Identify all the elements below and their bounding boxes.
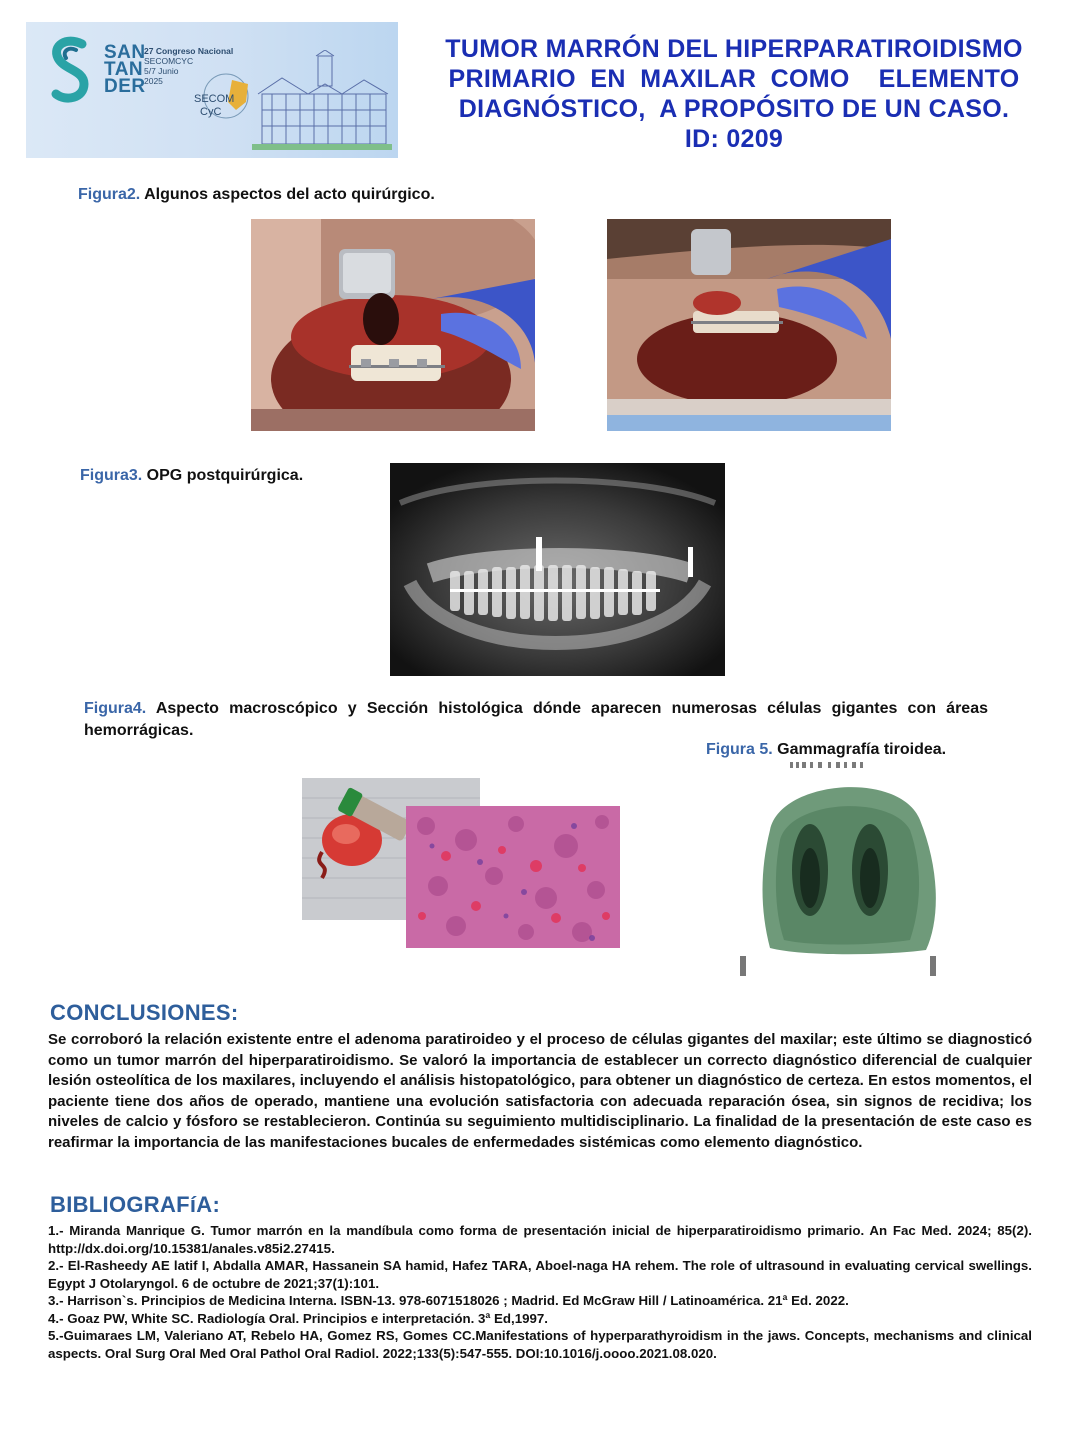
surgery-photo-1: [251, 219, 535, 431]
palace-illustration: [252, 50, 392, 150]
figure4-text: Aspecto macroscópico y Sección histológica dónde aparecen numerosas células gigantes con áreas hemorrágicas.: [84, 700, 988, 739]
title-line: DIAGNÓSTICO, A PROPÓSITO DE UN CASO.: [458, 95, 1010, 123]
figure3-text: OPG postquirúrgica.: [142, 467, 304, 484]
bibliography-item: 2.- El-Rasheedy AE latif I, Abdalla AMAR, Hassanein SA hamid, Hafez TARA, Aboel-naga HA rehem. The role of ultrasound in evaluating cervical swellings. Egypt J Otolaryngol. 6 de octubre de 2021;37(1):101.: [48, 1258, 1032, 1291]
conclusions-text: Se corroboró la relación existente entre el adenoma paratiroideo y el proceso de células gigantes del maxilar; este último se diagnosticó como un tumor marrón del hiperparatiroidismo. Se valoró la importancia de establecer un correcto diagnóstico diferencial de cualquier lesión osteolítica de los maxilares, incluyendo el análisis histopatológico, para obtener un diagnóstico de certeza. En estos momentos, el paciente tiene dos años de operado, mantiene una evolución satisfactoria con adecuada reparación ósea, sin signos de recidiva; los niveles de calcio y fósforo se restablecieron. Continúa su seguimiento multidisciplinario. La finalidad de la presentación de este caso es reafirmar la importancia de las manifestaciones bucales de enfermedades sistémicas como elemento diagnóstico.: [48, 1031, 1032, 1151]
congress-info: 27 Congreso Nacional SECOMCYC 5/7 Junio 2025: [144, 46, 234, 86]
bibliography-item: 4.- Goaz PW, White SC. Radiología Oral. Principios e interpretación. 3ª Ed,1997.: [48, 1310, 548, 1326]
figure2-text: Algunos aspectos del acto quirúrgico.: [140, 186, 435, 203]
bibliography-list: [48, 1222, 1032, 1362]
poster-title: [404, 34, 1064, 154]
figure5-text: Gammagrafía tiroidea.: [772, 741, 947, 758]
secomcyc-logo: [188, 72, 258, 124]
bibliography-item: 1.- Miranda Manrique G. Tumor marrón en la mandíbula como forma de presentación inicial de hiperparatiroidismo primario. An Fac Med. 2024; 85(2). http://dx.doi.org/10.15381/anales.v85i2.27415.: [48, 1223, 1032, 1256]
figure4-label: Figura4.: [84, 700, 147, 717]
figure3-label: Figura3.: [80, 467, 143, 484]
title-line: TUMOR MARRÓN DEL HIPERPARATIROIDISMO: [445, 35, 1023, 63]
opg-radiograph: [390, 463, 725, 676]
figure5-caption: [706, 741, 946, 759]
city-name: SAN TAN DER: [104, 42, 146, 97]
figure3-caption: [80, 467, 303, 485]
figure2-caption: [78, 186, 435, 204]
title-line: PRIMARIO EN MAXILAR COMO ELEMENTO: [448, 65, 1020, 93]
svg-text:CyC: CyC: [200, 106, 222, 118]
conclusions-heading: CONCLUSIONES:: [50, 1000, 239, 1025]
santander-s-logo: [46, 36, 94, 106]
thyroid-scintigraphy-image: [740, 760, 938, 980]
histology-section-photo: [406, 806, 620, 948]
bibliography-item: 5.-Guimaraes LM, Valeriano AT, Rebelo HA, Gomez RS, Gomes CC.Manifestations of hyperparathyroidism in the jaws. Concepts, mechanisms and clinical aspects. Oral Surg Oral Med Oral Pathol Oral Radiol. 2022;133(5):547-555. DOI:10.1016/j.oooo.2021.08.020.: [48, 1328, 1032, 1361]
bibliography-heading: BIBLIOGRAFíA:: [50, 1192, 221, 1217]
figure4-caption: [84, 698, 988, 742]
title-id: ID: 0209: [684, 125, 784, 153]
surgery-photo-2: [607, 219, 891, 431]
bibliography-item: 3.- Harrison`s. Principios de Medicina Interna. ISBN-13. 978-6071518026 ; Madrid. Ed McGraw Hill / Latinoamérica. 21ª Ed. 2022.: [48, 1293, 849, 1308]
svg-text:SECOM: SECOM: [194, 93, 235, 105]
figure5-label: Figura 5.: [706, 741, 773, 758]
congress-banner: [26, 22, 398, 158]
figure2-label: Figura2.: [78, 186, 141, 203]
